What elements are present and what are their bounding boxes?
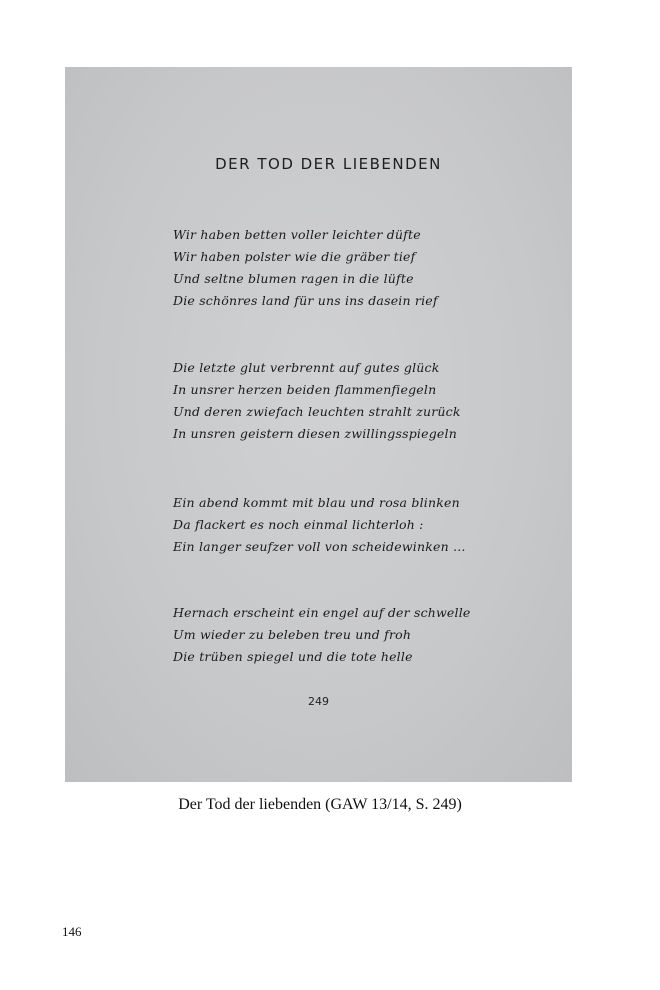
stanza-3	[173, 492, 466, 558]
poem-line: Da flackert es noch einmal lichterloh :	[173, 517, 424, 532]
poem-title: DER TOD DER LIEBENDEN	[215, 155, 442, 173]
page-number: 146	[62, 924, 82, 939]
poem-line: In unsrer herzen beiden flammenfiegeln	[173, 382, 437, 397]
facsimile-plate	[65, 67, 572, 782]
plate-page-number: 249	[308, 695, 329, 708]
stanza-2	[173, 357, 461, 445]
poem-line: Die letzte glut verbrennt auf gutes glück	[173, 360, 440, 375]
poem-line: In unsren geistern diesen zwillingsspiegeln	[173, 426, 457, 441]
poem-line: Hernach erscheint ein engel auf der schwelle	[173, 605, 471, 620]
stanza-1	[173, 224, 438, 312]
poem-line: Wir haben betten voller leichter düfte	[173, 227, 421, 242]
poem-line: Und seltne blumen ragen in die lüfte	[173, 271, 414, 286]
poem-line: Und deren zwiefach leuchten strahlt zurück	[173, 404, 461, 419]
poem-line: Ein abend kommt mit blau und rosa blinken	[173, 495, 460, 510]
poem-line: Um wieder zu beleben treu und froh	[173, 627, 412, 642]
poem-line: Wir haben polster wie die gräber tief	[173, 249, 416, 264]
figure-caption: Der Tod der liebenden (GAW 13/14, S. 249)	[178, 796, 462, 813]
stanza-4	[173, 602, 471, 668]
poem-line: Die trüben spiegel und die tote helle	[173, 649, 413, 664]
poem-line: Die schönres land für uns ins dasein rief	[173, 293, 438, 308]
poem-line: Ein langer seufzer voll von scheidewinken …	[173, 539, 466, 554]
